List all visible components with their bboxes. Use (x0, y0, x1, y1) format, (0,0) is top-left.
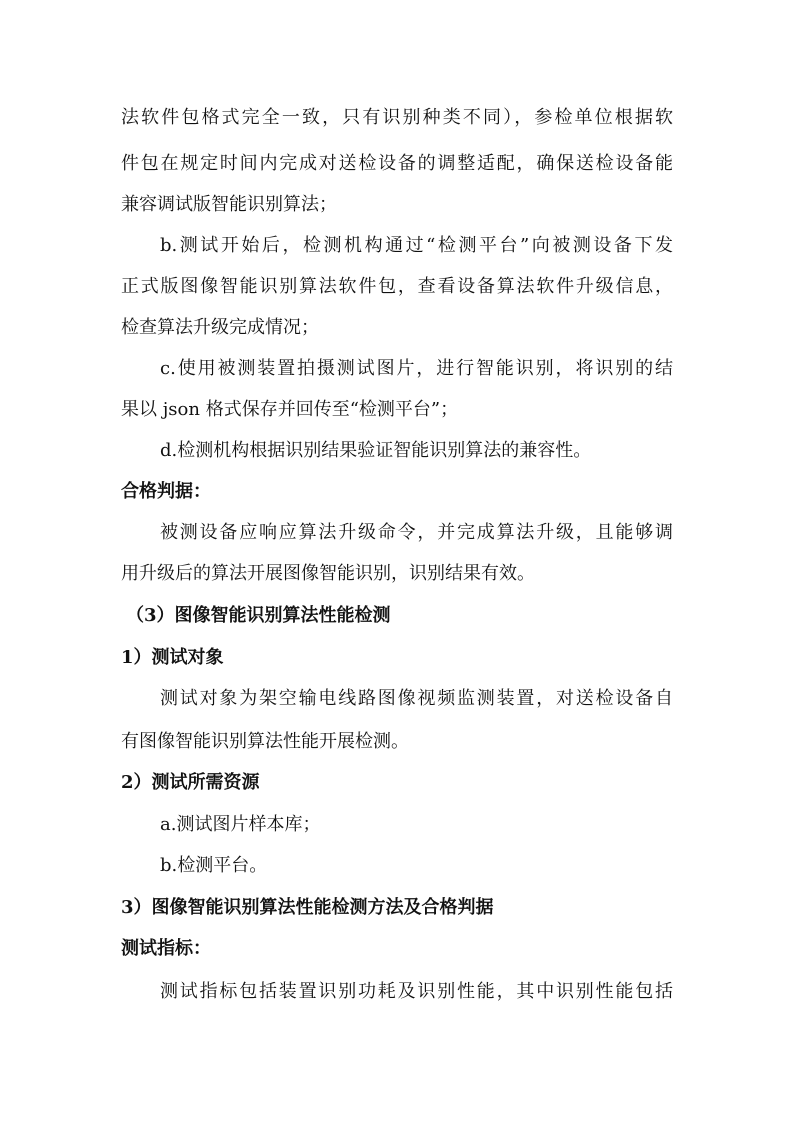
list-item: b.检测平台。 (160, 855, 268, 876)
paragraph-line: 测试指标包括装置识别功耗及识别性能，其中识别性能包括 (160, 981, 673, 1002)
paragraph-line: 检查算法升级完成情况； (121, 317, 319, 338)
paragraph-line: 件包在规定时间内完成对送检设备的调整适配，确保送检设备能 (121, 153, 673, 174)
paragraph-line: b.测试开始后，检测机构通过“检测平台”向被测设备下发 (160, 235, 673, 256)
paragraph-line: d.检测机构根据识别结果验证智能识别算法的兼容性。 (160, 440, 592, 461)
paragraph-line: 果以 json 格式保存并回传至“检测平台”； (121, 399, 459, 420)
paragraph-line: c.使用被测装置拍摄测试图片，进行智能识别，将识别的结 (160, 358, 673, 379)
subsection-heading: 2）测试所需资源 (121, 772, 260, 793)
indicator-heading: 测试指标： (121, 938, 211, 959)
paragraph-line: 兼容调试版智能识别算法； (121, 194, 337, 215)
paragraph-line: 法软件包格式完全一致，只有识别种类不同），参检单位根据软 (121, 107, 673, 128)
judgement-heading: 合格判据： (121, 481, 211, 502)
paragraph-line: 有图像智能识别算法性能开展检测。 (121, 731, 409, 752)
paragraph-line: 用升级后的算法开展图像智能识别，识别结果有效。 (121, 563, 535, 584)
subsection-heading: 1）测试对象 (121, 647, 224, 668)
paragraph-line: 正式版图像智能识别算法软件包，查看设备算法软件升级信息， (121, 276, 673, 297)
paragraph-line: 被测设备应响应算法升级命令，并完成算法升级，且能够调 (160, 522, 673, 543)
list-item: a.测试图片样本库； (160, 814, 321, 835)
paragraph-line: 测试对象为架空输电线路图像视频监测装置，对送检设备自 (160, 688, 673, 709)
subsection-heading: 3）图像智能识别算法性能检测方法及合格判据 (121, 897, 494, 918)
section-heading: （3）图像智能识别算法性能检测 (126, 605, 391, 626)
